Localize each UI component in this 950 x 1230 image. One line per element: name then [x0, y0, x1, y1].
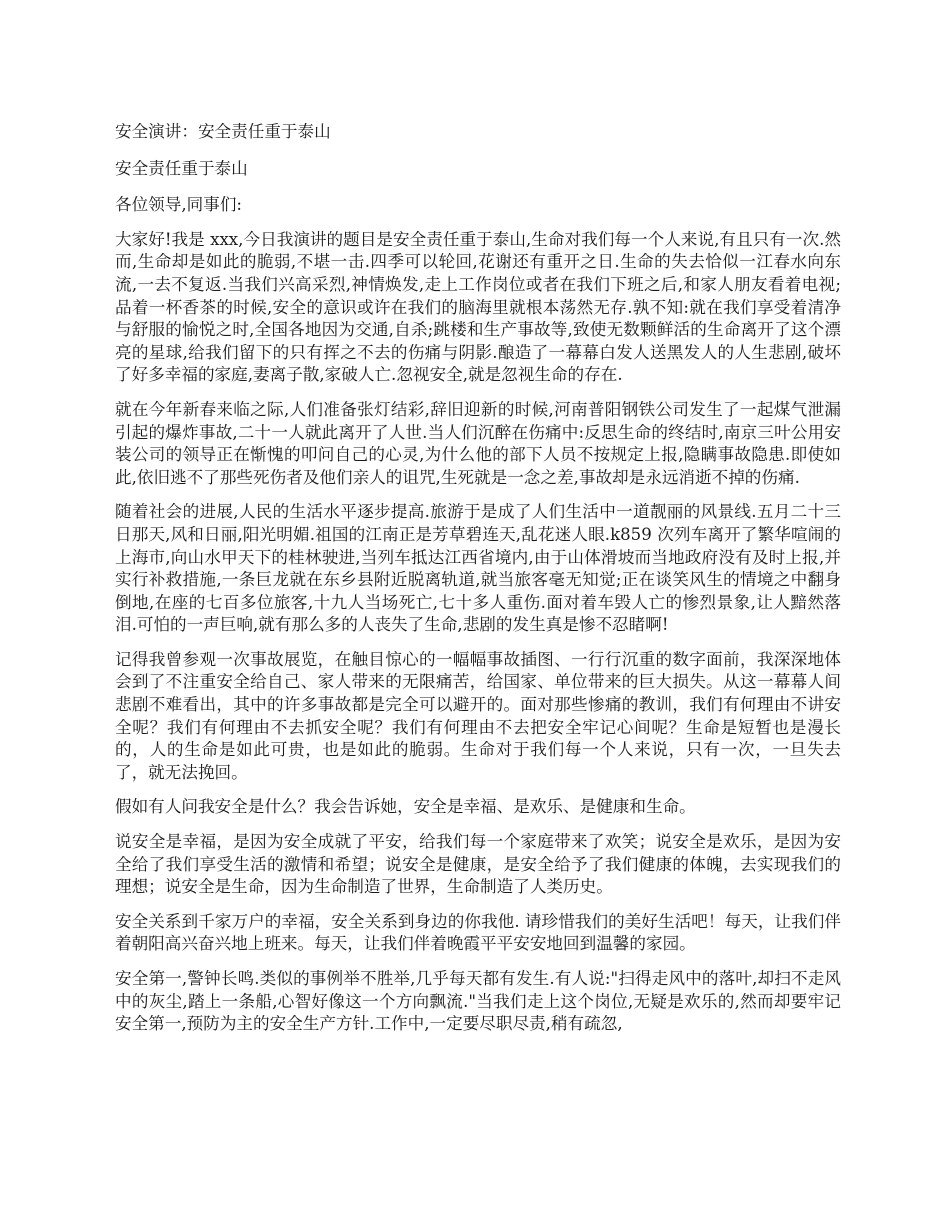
paragraph-gas-explosion: 就在今年新春来临之际,人们准备张灯结彩,辞旧迎新的时候,河南普阳钢铁公司发生了一起煤气泄漏引起的爆炸事故,二十一人就此离开了人世.当人们沉醉在伤痛中:反思生命的终结时,南京三叶公用安装公司的领导正在惭愧的叩问自己的心灵,为什么他的部下人员不按规定上报,隐瞒事故隐患.即使如此,依旧逃不了那些死伤者及他们亲人的诅咒,生死就是一念之差,事故却是永远消逝不掉的伤痛. — [115, 399, 841, 487]
document-title: 安全演讲：安全责任重于泰山 — [115, 122, 331, 141]
paragraph-train-accident: 随着社会的进展,人民的生活水平逐步提高.旅游于是成了人们生活中一道靓丽的风景线.五月二十三日那天,风和日丽,阳光明媚.祖国的江南正是芳草碧连天,乱花迷人眼.k859 次列车离开了繁华喧闹的上海市,向山水甲天下的桂林驶进,当列车抵达江西省境内,由于山体滑坡而当地政府没有及时上报,并实行补救措施,一条巨龙就在东乡县附近脱离轨道,就当旅客毫无知觉;正在谈笑风生的情境之中翻身倒地,在座的七百多位旅客,十九人当场死亡,七十多人重伤.面对着车毁人亡的惨烈景象,让人黯然落泪.可怕的一声巨响,就有那么多的人丧失了生命,悲剧的发生真是惨不忍睹啊! — [115, 502, 841, 635]
paragraph-safety-families: 安全关系到千家万户的幸福，安全关系到身边的你我他. 请珍惜我们的美好生活吧！每天，让我们伴着朝阳高兴奋兴地上班来。每天，让我们伴着晚霞平平安安地回到温馨的家园。 — [115, 911, 841, 954]
document-body — [115, 121, 841, 1048]
greeting: 各位领导,同事们: — [115, 195, 243, 215]
paragraph-safety-first: 安全第一,警钟长鸣.类似的事例举不胜举,几乎每天都有发生.有人说:"扫得走风中的落叶,却扫不走风中的灰尘,踏上一条船,心智好像这一个方向飘流."当我们走上这个岗位,无疑是欢乐的,然而却要牢记安全第一,预防为主的安全生产方针.工作中,一定要尽职尽责,稍有疏忽, — [115, 969, 841, 1034]
document-subtitle: 安全责任重于泰山 — [115, 158, 248, 178]
paragraph-what-is-safety: 假如有人问我安全是什么？我会告诉她，安全是幸福、是欢乐、是健康和生命。 — [115, 797, 696, 817]
paragraph-intro: 大家好!我是 xxx,今日我演讲的题目是安全责任重于泰山,生命对我们每一个人来说,有且只有一次.然而,生命却是如此的脆弱,不堪一击.四季可以轮回,花谢还有重开之日.生命的失去恰似一江春水向东流,一去不复返.当我们兴高采烈,神情焕发,走上工作岗位或者在我们下班之后,和家人朋友看着电视;品着一杯香茶的时候,安全的意识或许在我们的脑海里就根本荡然无存.孰不知:就在我们享受着清净与舒服的愉悦之时,全国各地因为交通,自杀;跳楼和生产事故等,致使无数颗鲜活的生命离开了这个漂亮的星球,给我们留下的只有挥之不去的伤痛与阴影.酿造了一幕幕白发人送黑发人的人生悲剧,破坏了好多幸福的家庭,妻离子散,家破人亡.忽视安全,就是忽视生命的存在. — [115, 229, 841, 385]
paragraph-safety-meaning: 说安全是幸福，是因为安全成就了平安，给我们每一个家庭带来了欢笑；说安全是欢乐，是因为安全给了我们享受生活的激情和希望；说安全是健康，是安全给予了我们健康的体魄，去实现我们的理想；说安全是生命，因为生命制造了世界，生命制造了人类历史。 — [115, 832, 841, 897]
paragraph-accident-exhibition: 记得我曾参观一次事故展览，在触目惊心的一幅幅事故插图、一行行沉重的数字面前，我深深地体会到了不注重安全给自己、家人带来的无限痛苦，给国家、单位带来的巨大损失。从这一幕幕人间悲剧不难看出，其中的许多事故都是完全可以避开的。面对那些惨痛的教训，我们有何理由不讲安全呢？我们有何理由不去抓安全呢？我们有何理由不去把安全牢记心间呢？生命是短暂也是漫长的，人的生命是如此可贵，也是如此的脆弱。生命对于我们每一个人来说，只有一次，一旦失去了，就无法挽回。 — [115, 649, 841, 782]
